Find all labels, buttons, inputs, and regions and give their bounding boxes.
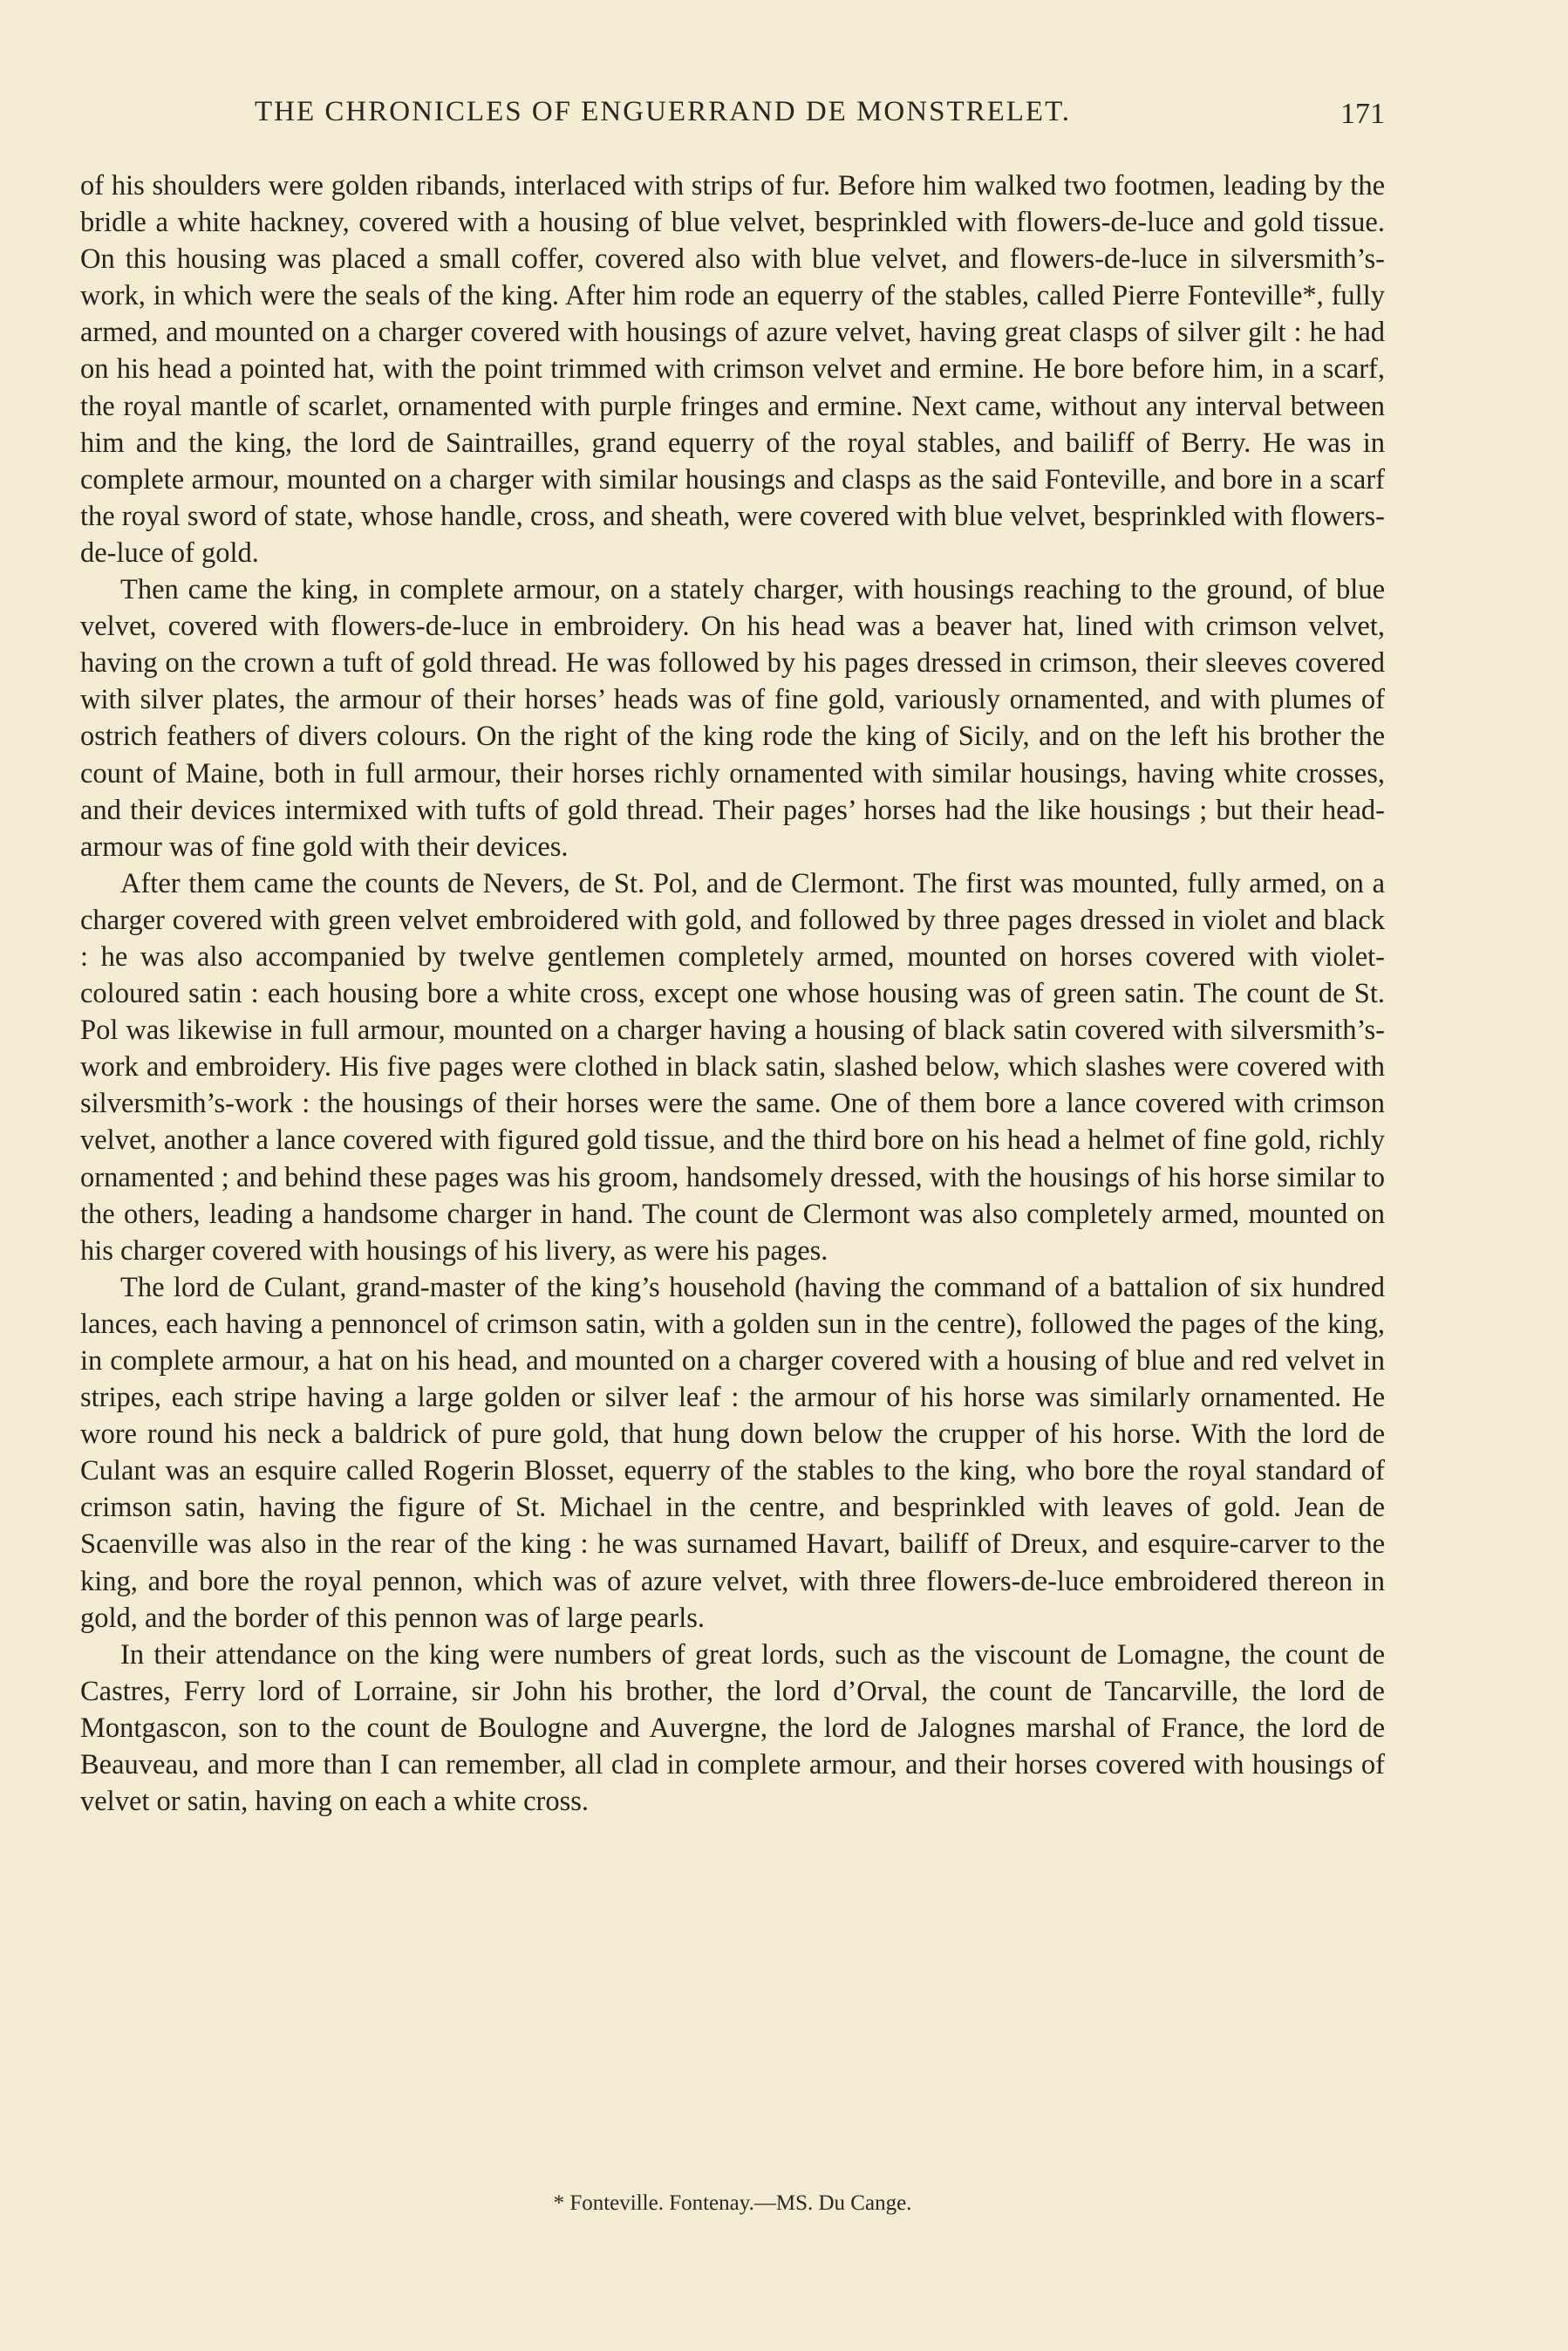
paragraph-1: of his shoulders were golden ribands, interlaced with strips of fur. Before him walked two footmen, leading by the bridle a white hackney, covered with a housing of blue velvet, besprinkled with flowers-de-luce and gold tissue. On this housing was placed a small coffer, covered also with blue velvet, and flowers-de-luce in silversmith’s-work, in which were the seals of the king. After him rode an equerry of the stables, called Pierre Fonteville*, fully armed, and mounted on a charger covered with housings of azure velvet, having great clasps of silver gilt : he had on his head a pointed hat, with the point trimmed with crimson velvet and ermine. He bore before him, in a scarf, the royal mantle of scarlet, ornamented with purple fringes and ermine. Next came, without any interval between him and the king, the lord de Saintrailles, grand equerry of the royal stables, and bailiff of Berry. He was in complete armour, mounted on a charger with similar housings and clasps as the said Fonteville, and bore in a scarf the royal sword of state, whose handle, cross, and sheath, were covered with blue velvet, besprinkled with flowers-de-luce of gold. bbox=[80, 170, 1385, 569]
paragraph-4: The lord de Culant, grand-master of the king’s household (having the command of a battalion of six hundred lances, each having a pennoncel of crimson satin, with a golden sun in the centre), followed the pages of the king, in complete armour, a hat on his head, and mounted on a charger covered with a housing of blue and red velvet in stripes, each stripe having a large golden or silver leaf : the armour of his horse was similarly ornamented. He wore round his neck a baldrick of pure gold, that hung down below the crupper of his horse. With the lord de Culant was an esquire called Rogerin Blosset, equerry of the stables to the king, who bore the royal standard of crimson satin, having the figure of St. Michael in the centre, and besprinkled with leaves of gold. Jean de Scaenville was also in the rear of the king : he was surnamed Havart, bailiff of Dreux, and esquire-carver to the king, and bore the royal pennon, which was of azure velvet, with three flowers-de-luce embroidered thereon in gold, and the border of this pennon was of large pearls. bbox=[80, 1271, 1385, 1634]
paragraph-2: Then came the king, in complete armour, on a stately charger, with housings reaching to the ground, of blue velvet, covered with flowers-de-luce in embroidery. On his head was a beaver hat, lined with crimson velvet, having on the crown a tuft of gold thread. He was followed by his pages dressed in crimson, their sleeves covered with silver plates, the armour of their horses’ heads was of fine gold, variously ornamented, and with plumes of ostrich feathers of divers colours. On the right of the king rode the king of Sicily, and on the left his brother the count of Maine, both in full armour, their horses richly ornamented with similar housings, having white crosses, and their devices intermixed with tufts of gold thread. Their pages’ horses had the like housings ; but their head-armour was of fine gold with their devices. bbox=[80, 574, 1385, 863]
paragraph-5: In their attendance on the king were numbers of great lords, such as the viscount de Lomagne, the count de Castres, Ferry lord of Lorraine, sir John his brother, the lord d’Orval, the count de Tancarville, the lord de Montgascon, son to the count de Boulogne and Auvergne, the lord de Jalognes marshal of France, the lord de Beauveau, and more than I can remember, all clad in complete armour, and their horses covered with housings of velvet or satin, having on each a white cross. bbox=[80, 1638, 1385, 1818]
footnote: * Fonteville. Fontenay.—MS. Du Cange. bbox=[553, 2191, 912, 2215]
body-text bbox=[80, 167, 1385, 1820]
paragraph-3: After them came the counts de Nevers, de St. Pol, and de Clermont. The first was mounted, fully armed, on a charger covered with green velvet embroidered with gold, and followed by three pages dressed in violet and black : he was also accompanied by twelve gentlemen completely armed, mounted on horses covered with violet-coloured satin : each housing bore a white cross, except one whose housing was of green satin. The count de St. Pol was likewise in full armour, mounted on a charger having a housing of black satin covered with silversmith’s-work and embroidery. His five pages were clothed in black satin, slashed below, which slashes were covered with silversmith’s-work : the housings of their horses were the same. One of them bore a lance covered with crimson velvet, another a lance covered with figured gold tissue, and the third bore on his head a helmet of fine gold, richly ornamented ; and behind these pages was his groom, handsomely dressed, with the housings of his horse similar to the others, leading a handsome charger in hand. The count de Clermont was also completely armed, mounted on his charger covered with housings of his livery, as were his pages. bbox=[80, 867, 1385, 1267]
running-title: THE CHRONICLES OF ENGUERRAND DE MONSTRELET. bbox=[255, 96, 1072, 127]
page-header bbox=[80, 96, 1385, 140]
page-number: 171 bbox=[1340, 98, 1385, 130]
